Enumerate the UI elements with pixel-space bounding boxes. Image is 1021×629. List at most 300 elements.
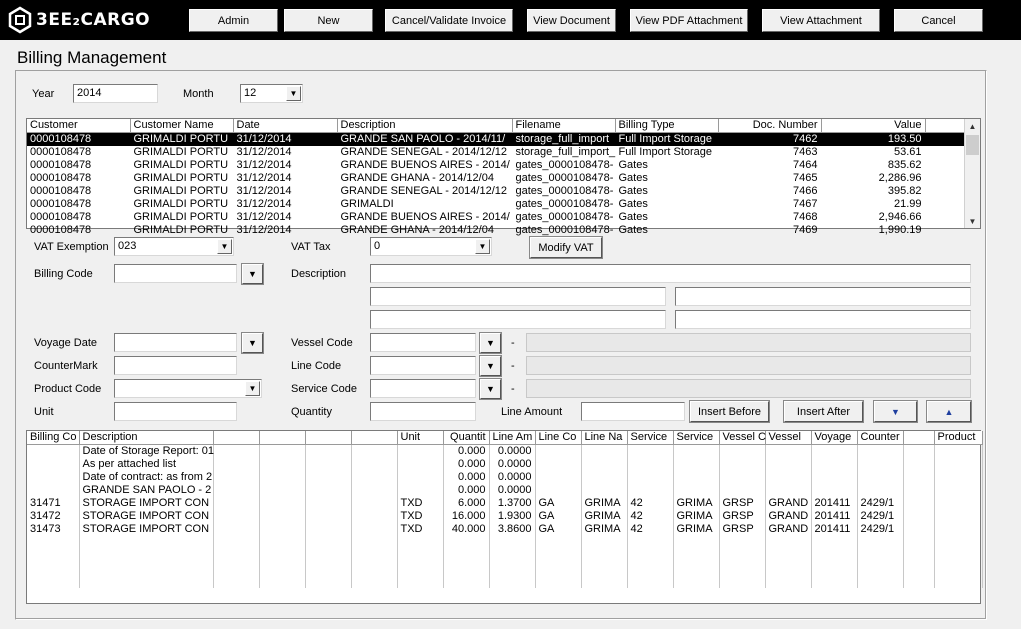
- quantity-input[interactable]: [370, 402, 476, 421]
- document-cell: GRIMALDI PORTU: [133, 197, 229, 210]
- invoice-line-row[interactable]: [27, 523, 982, 536]
- document-row[interactable]: [27, 132, 965, 146]
- lines-col-header[interactable]: [351, 431, 397, 444]
- lines-col-header[interactable]: Vessel: [765, 431, 811, 444]
- invoice-line-cell: [351, 510, 397, 523]
- invoice-line-cell: 0.0000: [489, 444, 535, 458]
- line-code-dropdown-button[interactable]: [480, 356, 501, 376]
- document-cell: 31/12/2014: [236, 145, 292, 158]
- document-cell: 31/12/2014: [236, 171, 292, 184]
- year-label: Year: [32, 88, 55, 100]
- chevron-down-icon[interactable]: ▼: [245, 381, 260, 396]
- invoice-line-cell: GRANDE SAN PAOLO - 2: [79, 484, 213, 497]
- invoice-line-cell: 40.000: [443, 523, 489, 536]
- top-toolbar: [0, 0, 1021, 40]
- invoice-line-cell: [719, 458, 765, 471]
- document-cell: GRIMALDI PORTU: [133, 184, 229, 197]
- invoice-line-cell: [27, 444, 79, 458]
- lines-col-header[interactable]: Product: [934, 431, 982, 444]
- document-row[interactable]: [27, 146, 965, 159]
- unit-input[interactable]: [114, 402, 237, 421]
- invoice-line-cell: [903, 523, 934, 536]
- invoice-line-cell: [673, 444, 719, 458]
- invoice-line-cell: GRSP: [719, 497, 765, 510]
- invoice-line-row[interactable]: [27, 471, 982, 484]
- countermark-input[interactable]: [114, 356, 237, 375]
- view-attachment-button[interactable]: View Attachment: [762, 9, 880, 32]
- document-cell-pad: [925, 185, 965, 198]
- col-customer-name[interactable]: Customer Name: [130, 119, 233, 132]
- invoice-line-cell: [213, 484, 259, 497]
- invoice-line-empty-cell: [27, 575, 79, 588]
- invoice-line-cell: [259, 510, 305, 523]
- invoice-line-empty-cell: [489, 536, 535, 549]
- quantity-label: Quantity: [291, 406, 332, 418]
- invoice-line-cell: [259, 523, 305, 536]
- insert-after-button[interactable]: Insert After: [784, 401, 863, 422]
- invoice-line-cell: [27, 484, 79, 497]
- service-code-input[interactable]: [370, 379, 476, 398]
- invoice-line-empty-cell: [811, 536, 857, 549]
- document-cell-pad: [925, 198, 965, 211]
- chevron-down-icon[interactable]: ▼: [286, 86, 301, 101]
- vessel-code-label: Vessel Code: [291, 337, 353, 349]
- invoice-line-cell: [259, 484, 305, 497]
- document-cell: GRIMALDI PORTU: [133, 223, 229, 236]
- document-cell: 31/12/2014: [236, 197, 292, 210]
- invoice-line-cell: [213, 523, 259, 536]
- chevron-down-icon: ▼: [248, 269, 257, 279]
- invoice-line-cell: [351, 444, 397, 458]
- invoice-line-empty-cell: [581, 562, 627, 575]
- description-input-1[interactable]: [370, 264, 971, 283]
- voyage-date-input[interactable]: [114, 333, 237, 352]
- document-cell: GRIMALDI PORTU: [133, 210, 229, 223]
- invoice-line-empty-cell: [627, 536, 673, 549]
- invoice-line-cell: 1.9300: [489, 510, 535, 523]
- col-value[interactable]: Value: [821, 119, 925, 132]
- document-cell: 835.62: [887, 158, 922, 171]
- invoice-line-cell: [811, 471, 857, 484]
- invoice-line-empty-cell: [627, 562, 673, 575]
- invoice-line-empty-cell: [397, 575, 443, 588]
- scroll-thumb[interactable]: [966, 135, 979, 155]
- lines-col-header[interactable]: [213, 431, 259, 444]
- invoice-line-empty-cell: [934, 575, 982, 588]
- invoice-line-empty-cell: [857, 549, 903, 562]
- invoice-line-empty-cell: [581, 549, 627, 562]
- invoice-line-cell: As per attached list: [79, 458, 213, 471]
- lines-col-header[interactable]: Voyage: [811, 431, 857, 444]
- invoice-line-empty-cell: [305, 575, 351, 588]
- vat-tax-select[interactable]: [370, 237, 492, 256]
- invoice-line-empty-cell: [857, 536, 903, 549]
- document-row[interactable]: [27, 172, 965, 185]
- invoice-line-empty-cell: [397, 562, 443, 575]
- document-cell-pad: [925, 132, 965, 146]
- invoice-line-cell: 42: [627, 497, 673, 510]
- col-customer[interactable]: Customer: [27, 119, 130, 132]
- document-cell: gates_0000108478-: [515, 158, 614, 171]
- invoice-line-cell: 42: [627, 523, 673, 536]
- document-cell-pad: [925, 159, 965, 172]
- invoice-line-cell: [811, 444, 857, 458]
- invoice-line-cell: 2429/1: [857, 510, 903, 523]
- document-cell: storage_full_import: [512, 132, 615, 146]
- year-input[interactable]: 2014: [73, 84, 158, 103]
- insert-before-button[interactable]: Insert Before: [690, 401, 769, 422]
- vat-tax-label: VAT Tax: [291, 241, 331, 253]
- move-down-button[interactable]: [874, 401, 917, 422]
- invoice-line-cell: [213, 497, 259, 510]
- invoice-line-cell: [903, 497, 934, 510]
- description-input-5[interactable]: [675, 310, 971, 329]
- document-cell: 31/12/2014: [233, 132, 337, 146]
- invoice-line-cell: 201411: [811, 510, 857, 523]
- invoice-line-empty-cell: [79, 575, 213, 588]
- document-cell: gates_0000108478-: [515, 223, 614, 236]
- lines-col-header[interactable]: Vessel C: [719, 431, 765, 444]
- invoice-line-cell: [719, 484, 765, 497]
- document-cell: Full Import Storage: [618, 145, 713, 158]
- invoice-line-row[interactable]: [27, 510, 982, 523]
- month-label: Month: [183, 88, 214, 100]
- document-row[interactable]: [27, 198, 965, 211]
- document-cell: 31/12/2014: [236, 158, 292, 171]
- invoice-line-row[interactable]: [27, 444, 982, 458]
- invoice-line-empty-cell: [811, 549, 857, 562]
- service-code-label: Service Code: [291, 383, 358, 395]
- invoice-line-empty-cell: [535, 536, 581, 549]
- invoice-line-empty-cell: [351, 562, 397, 575]
- invoice-line-empty-cell: [857, 575, 903, 588]
- documents-scrollbar[interactable]: [964, 119, 980, 228]
- invoice-line-empty-cell: [903, 575, 934, 588]
- invoice-line-cell: [857, 458, 903, 471]
- invoice-line-cell: GRIMA: [673, 510, 719, 523]
- document-cell: GRANDE BUENOS AIRES - 2014/: [340, 158, 510, 171]
- invoice-line-empty-cell: [489, 575, 535, 588]
- vat-exemption-select[interactable]: [114, 237, 234, 256]
- invoice-line-empty-cell: [535, 562, 581, 575]
- invoice-line-cell: GRIMA: [581, 497, 627, 510]
- document-row[interactable]: [27, 185, 965, 198]
- new-button[interactable]: New: [284, 9, 373, 32]
- line-amount-input[interactable]: [581, 402, 685, 421]
- invoice-line-cell: GRIMA: [581, 523, 627, 536]
- document-cell: 0000108478: [30, 184, 92, 197]
- document-cell: 7465: [793, 171, 818, 184]
- invoice-line-cell: GRIMA: [581, 510, 627, 523]
- invoice-line-empty-cell: [719, 549, 765, 562]
- document-row[interactable]: [27, 159, 965, 172]
- arrow-up-icon: ▲: [944, 406, 954, 417]
- invoice-line-cell: [673, 484, 719, 497]
- col-date[interactable]: Date: [233, 119, 337, 132]
- lines-col-header[interactable]: Line Na: [581, 431, 627, 444]
- col-doc-number[interactable]: Doc. Number: [718, 119, 821, 132]
- invoice-line-cell: [673, 458, 719, 471]
- document-cell: 7466: [793, 184, 818, 197]
- invoice-line-cell: [857, 444, 903, 458]
- invoice-line-cell: 2429/1: [857, 497, 903, 510]
- invoice-line-empty-cell: [305, 562, 351, 575]
- invoice-line-cell: [305, 444, 351, 458]
- arrow-down-icon: ▼: [891, 406, 900, 417]
- chevron-down-icon[interactable]: ▼: [475, 239, 490, 254]
- description-input-3[interactable]: [675, 287, 971, 306]
- vessel-name-readonly: [526, 333, 971, 352]
- countermark-label: CounterMark: [34, 360, 98, 372]
- invoice-line-cell: [397, 444, 443, 458]
- col-description[interactable]: Description: [337, 119, 512, 132]
- document-row[interactable]: [27, 211, 965, 224]
- document-cell: 7464: [793, 158, 818, 171]
- invoice-line-empty-cell: [351, 549, 397, 562]
- invoice-line-cell: Date of contract: as from 2: [79, 471, 213, 484]
- col-filename[interactable]: Filename: [512, 119, 615, 132]
- document-cell: Gates: [618, 158, 648, 171]
- invoice-line-empty-cell: [903, 549, 934, 562]
- invoice-line-cell: [213, 458, 259, 471]
- invoice-line-cell: [351, 471, 397, 484]
- vat-exemption-value: 023: [118, 240, 137, 252]
- hexagon-logo-icon: [8, 7, 32, 33]
- lines-col-header[interactable]: Counter: [857, 431, 903, 444]
- invoice-line-cell: TXD: [397, 497, 443, 510]
- move-up-button[interactable]: [927, 401, 971, 422]
- document-cell: GRIMALDI PORTU: [130, 132, 233, 146]
- invoice-line-cell: [627, 458, 673, 471]
- line-code-input[interactable]: [370, 356, 476, 375]
- invoice-line-cell: 16.000: [443, 510, 489, 523]
- document-cell: 193.50: [821, 132, 925, 146]
- invoice-line-cell: 1.3700: [489, 497, 535, 510]
- invoice-line-empty-cell: [213, 536, 259, 549]
- document-cell: 1,990.19: [878, 223, 922, 236]
- invoice-line-empty-cell: [489, 562, 535, 575]
- billing-code-dropdown-button[interactable]: [242, 264, 263, 284]
- document-cell: GRANDE GHANA - 2014/12/04: [340, 171, 494, 184]
- invoice-line-cell: [934, 510, 982, 523]
- invoice-line-cell: [719, 471, 765, 484]
- lines-col-header[interactable]: Service: [673, 431, 719, 444]
- invoice-line-cell: [765, 444, 811, 458]
- document-cell-pad: [925, 172, 965, 185]
- voyage-date-label: Voyage Date: [34, 337, 97, 349]
- invoice-line-empty-cell: [259, 536, 305, 549]
- document-cell: 395.82: [887, 184, 922, 197]
- invoice-line-row[interactable]: [27, 484, 982, 497]
- invoice-line-cell: STORAGE IMPORT CON: [79, 510, 213, 523]
- invoice-line-cell: [673, 471, 719, 484]
- invoice-line-row[interactable]: [27, 497, 982, 510]
- document-cell: 0000108478: [30, 197, 92, 210]
- vessel-code-dash: -: [511, 337, 515, 349]
- invoice-line-empty-cell: [443, 549, 489, 562]
- view-document-button[interactable]: View Document: [527, 9, 616, 32]
- invoice-line-cell: GA: [535, 523, 581, 536]
- document-cell: 2,946.66: [878, 210, 922, 223]
- document-cell: Gates: [618, 171, 648, 184]
- line-amount-label: Line Amount: [501, 406, 563, 418]
- invoice-line-empty-cell: [934, 549, 982, 562]
- invoice-line-cell: 31471: [27, 497, 79, 510]
- invoice-line-cell: [903, 458, 934, 471]
- invoice-line-empty-cell: [673, 562, 719, 575]
- unit-label: Unit: [34, 406, 54, 418]
- invoice-line-cell: [351, 458, 397, 471]
- invoice-line-cell: [305, 458, 351, 471]
- invoice-line-cell: [903, 484, 934, 497]
- invoice-line-cell: [765, 458, 811, 471]
- lines-col-header[interactable]: Quantit: [443, 431, 489, 444]
- invoice-line-cell: GRAND: [765, 523, 811, 536]
- document-cell: gates_0000108478-: [515, 197, 614, 210]
- chevron-down-icon: ▼: [486, 361, 495, 371]
- invoice-line-cell: [857, 471, 903, 484]
- invoice-line-cell: [259, 458, 305, 471]
- document-cell: Full Import Storage: [615, 132, 718, 146]
- modify-vat-button[interactable]: Modify VAT: [530, 237, 602, 258]
- lines-col-header[interactable]: [305, 431, 351, 444]
- invoice-line-empty-cell: [259, 549, 305, 562]
- lines-col-header[interactable]: Line Co: [535, 431, 581, 444]
- document-row[interactable]: [27, 224, 965, 237]
- line-code-dash: -: [511, 360, 515, 372]
- vessel-code-dropdown-button[interactable]: [480, 333, 501, 353]
- document-cell: 31/12/2014: [236, 223, 292, 236]
- chevron-down-icon: ▼: [248, 338, 257, 348]
- invoice-line-cell: [535, 484, 581, 497]
- invoice-line-cell: [627, 471, 673, 484]
- vessel-code-input[interactable]: [370, 333, 476, 352]
- vat-tax-value: 0: [374, 240, 381, 252]
- service-code-dropdown-button[interactable]: [480, 379, 501, 399]
- invoice-lines-table: [27, 431, 983, 588]
- document-cell: gates_0000108478-: [515, 171, 614, 184]
- invoice-line-cell: GRAND: [765, 497, 811, 510]
- invoice-line-empty-cell: [535, 575, 581, 588]
- invoice-line-cell: STORAGE IMPORT CON: [79, 497, 213, 510]
- document-cell: GRANDE SENEGAL - 2014/12/12: [340, 184, 508, 197]
- invoice-line-cell: TXD: [397, 523, 443, 536]
- document-cell: 0000108478: [27, 132, 130, 146]
- invoice-line-empty-cell: [443, 536, 489, 549]
- invoice-line-cell: [581, 484, 627, 497]
- invoice-line-cell: GRSP: [719, 510, 765, 523]
- description-input-2[interactable]: [370, 287, 666, 306]
- invoice-line-empty-cell: [765, 536, 811, 549]
- invoice-line-cell: [535, 444, 581, 458]
- chevron-down-icon: ▼: [486, 384, 495, 394]
- invoice-line-empty-cell: [27, 536, 79, 549]
- lines-col-header[interactable]: Line Am: [489, 431, 535, 444]
- invoice-line-cell: [934, 471, 982, 484]
- invoice-line-cell: [765, 471, 811, 484]
- invoice-line-cell: [305, 484, 351, 497]
- invoice-line-empty-cell: [719, 536, 765, 549]
- invoice-line-cell: [857, 484, 903, 497]
- invoice-line-cell: [351, 484, 397, 497]
- cancel-button[interactable]: Cancel: [894, 9, 983, 32]
- invoice-line-cell: [934, 523, 982, 536]
- invoice-line-empty-cell: [259, 562, 305, 575]
- invoice-line-cell: [305, 523, 351, 536]
- invoice-line-empty-cell: [857, 562, 903, 575]
- document-cell: 7467: [793, 197, 818, 210]
- lines-col-header[interactable]: Billing Co: [27, 431, 79, 444]
- col-billing-type[interactable]: Billing Type: [615, 119, 718, 132]
- lines-col-header[interactable]: [259, 431, 305, 444]
- service-name-readonly: [526, 379, 971, 398]
- invoice-line-cell: 31473: [27, 523, 79, 536]
- lines-col-header[interactable]: Unit: [397, 431, 443, 444]
- invoice-line-empty-cell: [443, 562, 489, 575]
- invoice-line-cell: 2429/1: [857, 523, 903, 536]
- invoice-line-cell: STORAGE IMPORT CON: [79, 523, 213, 536]
- voyage-date-dropdown-button[interactable]: [242, 333, 263, 353]
- invoice-line-empty-cell: [673, 575, 719, 588]
- invoice-line-empty-cell: [213, 575, 259, 588]
- document-cell: GRIMALDI PORTU: [133, 171, 229, 184]
- lines-col-header[interactable]: [903, 431, 934, 444]
- lines-col-header[interactable]: Service: [627, 431, 673, 444]
- cancel-validate-invoice-button[interactable]: Cancel/Validate Invoice: [385, 9, 513, 32]
- description-input-4[interactable]: [370, 310, 666, 329]
- document-cell: GRIMALDI: [340, 197, 394, 210]
- invoice-line-cell: GRSP: [719, 523, 765, 536]
- scroll-down-icon[interactable]: ▼: [968, 216, 977, 226]
- document-cell: storage_full_import_: [515, 145, 616, 158]
- app-logo: [8, 7, 150, 33]
- invoice-lines-grid[interactable]: [26, 430, 981, 604]
- document-cell: 0000108478: [30, 210, 92, 223]
- month-select[interactable]: [240, 84, 303, 103]
- document-cell: 53.61: [893, 145, 922, 158]
- invoice-line-cell: [305, 471, 351, 484]
- documents-grid[interactable]: [26, 118, 981, 236]
- document-cell-pad: [925, 224, 965, 237]
- invoice-line-row[interactable]: [27, 458, 982, 471]
- view-pdf-attachment-button[interactable]: View PDF Attachment: [630, 9, 748, 32]
- documents-table: [27, 119, 966, 237]
- invoice-line-empty-cell: [489, 549, 535, 562]
- product-code-select[interactable]: [114, 379, 262, 398]
- invoice-line-cell: [765, 484, 811, 497]
- invoice-line-empty-cell: [79, 549, 213, 562]
- document-cell: 7463: [793, 145, 818, 158]
- admin-button[interactable]: Admin: [189, 9, 278, 32]
- chevron-down-icon[interactable]: ▼: [217, 239, 232, 254]
- invoice-line-empty-cell: [719, 575, 765, 588]
- billing-code-input[interactable]: [114, 264, 237, 283]
- document-cell: GRANDE BUENOS AIRES - 2014/: [340, 210, 510, 223]
- invoice-line-cell: [535, 471, 581, 484]
- scroll-up-icon[interactable]: ▲: [968, 121, 977, 131]
- lines-col-header[interactable]: Description: [79, 431, 213, 444]
- invoice-line-cell: [581, 444, 627, 458]
- invoice-line-cell: [259, 471, 305, 484]
- invoice-line-empty-cell: [581, 575, 627, 588]
- invoice-line-cell: 42: [627, 510, 673, 523]
- invoice-line-cell: [934, 444, 982, 458]
- invoice-line-cell: [27, 471, 79, 484]
- invoice-line-empty-cell: [673, 536, 719, 549]
- document-cell: 7469: [793, 223, 818, 236]
- product-code-label: Product Code: [34, 383, 102, 395]
- lines-header-row: [27, 431, 982, 444]
